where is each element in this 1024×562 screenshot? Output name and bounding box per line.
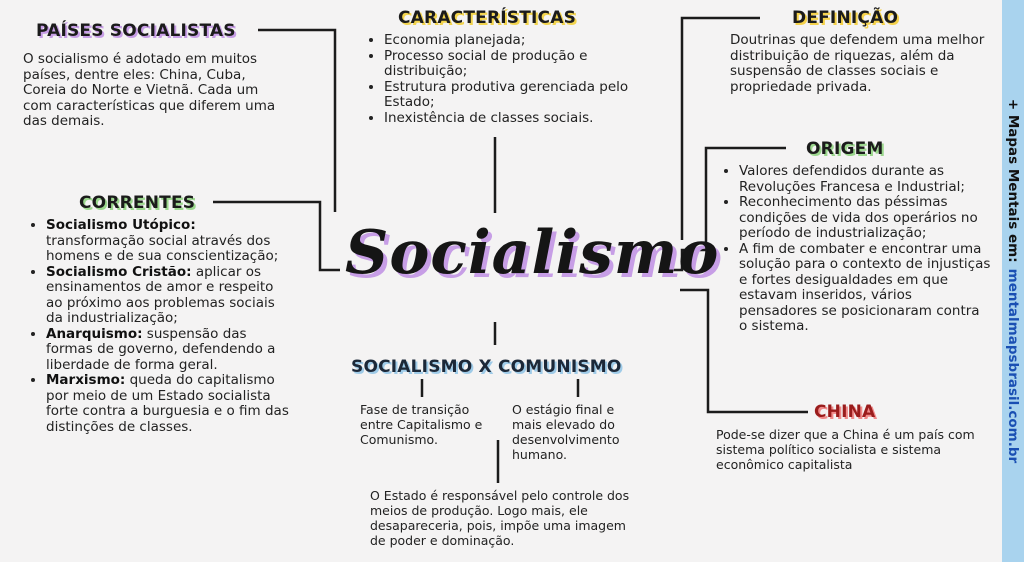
corrente-term: Socialismo Cristão: (46, 263, 192, 280)
caracteristicas-heading: CARACTERÍSTICAS (398, 8, 577, 28)
map-title: Socialismo (345, 218, 720, 288)
origem-list (723, 164, 991, 335)
definicao-heading: DEFINIÇÃO (792, 8, 899, 28)
comparacao-bottom-text: O Estado é responsável pelo controle dos meios de produção. Logo mais, ele desapareceria, pois, impõe uma imagem de poder e dominação. (370, 488, 630, 548)
caracteristica-item: • Estrutura produtiva gerenciada pelo Estado; (384, 80, 630, 111)
source-sidebar (1002, 0, 1024, 562)
paises-text: O socialismo é adotado em muitos países, dentre eles: China, Cuba, Coreia do Norte e Vietnã. Cada um com características que diferem uma das demais. (23, 51, 276, 129)
caracteristica-item: • Economia planejada; (384, 33, 630, 49)
correntes-list (30, 218, 292, 435)
correntes-heading: CORRENTES (79, 193, 196, 213)
corrente-desc: queda do capitalismo por meio de um Estado socialista forte contra a burguesia e o fim das distinções de classes. (46, 372, 289, 435)
corrente-item (46, 327, 292, 374)
caracteristicas-list (368, 33, 630, 126)
corrente-term: Socialismo Utópico: (46, 217, 196, 233)
caracteristica-item: • Inexistência de classes sociais. (384, 111, 630, 127)
china-heading: CHINA (814, 402, 876, 422)
corrente-desc: suspensão das formas de governo, defendendo a liberdade de forma geral. (46, 325, 276, 373)
corrente-item (46, 218, 292, 265)
sidebar-credit (1002, 0, 1024, 562)
paises-heading: PAÍSES SOCIALISTAS (36, 21, 236, 41)
corrente-item (46, 373, 292, 435)
origem-item: • A fim de combater e encontrar uma solução para o contexto de injustiças e fortes desigualdades em que estavam inseridos, vários pensadores se posicionaram contra o sistema. (739, 242, 991, 335)
comparacao-right-text: O estágio final e mais elevado do desenvolvimento humano. (512, 402, 620, 462)
origem-item: • Valores defendidos durante as Revoluções Francesa e Industrial; (739, 164, 991, 195)
comparacao-left-text: Fase de transição entre Capitalismo e Comunismo. (360, 402, 483, 447)
corrente-item (46, 265, 292, 327)
comparacao-heading: SOCIALISMO X COMUNISMO (351, 357, 622, 377)
definicao-text: Doutrinas que defendem uma melhor distribuição de riquezas, além da suspensão de classes sociais e propriedade privada. (730, 32, 985, 95)
china-text: Pode-se dizer que a China é um país com sistema político socialista e sistema econômico capitalista (716, 427, 975, 472)
corrente-term: Anarquismo: (46, 325, 143, 342)
corrente-term: Marxismo: (46, 372, 126, 388)
corrente-desc: aplicar os ensinamentos de amor e respeito ao próximo aos problemas sociais da industrialização; (46, 263, 275, 326)
sidebar-prefix: + Mapas Mentais em: (1005, 98, 1021, 263)
corrente-desc: transformação social através dos homens e de sua conscientização; (46, 232, 279, 264)
origem-item: • Reconhecimento das péssimas condições de vida dos operários no período de industrialização; (739, 195, 991, 242)
origem-heading: ORIGEM (806, 139, 884, 159)
sidebar-url-link[interactable]: mentalmapsbrasil.com.br (1005, 268, 1021, 464)
caracteristica-item: • Processo social de produção e distribuição; (384, 49, 630, 80)
